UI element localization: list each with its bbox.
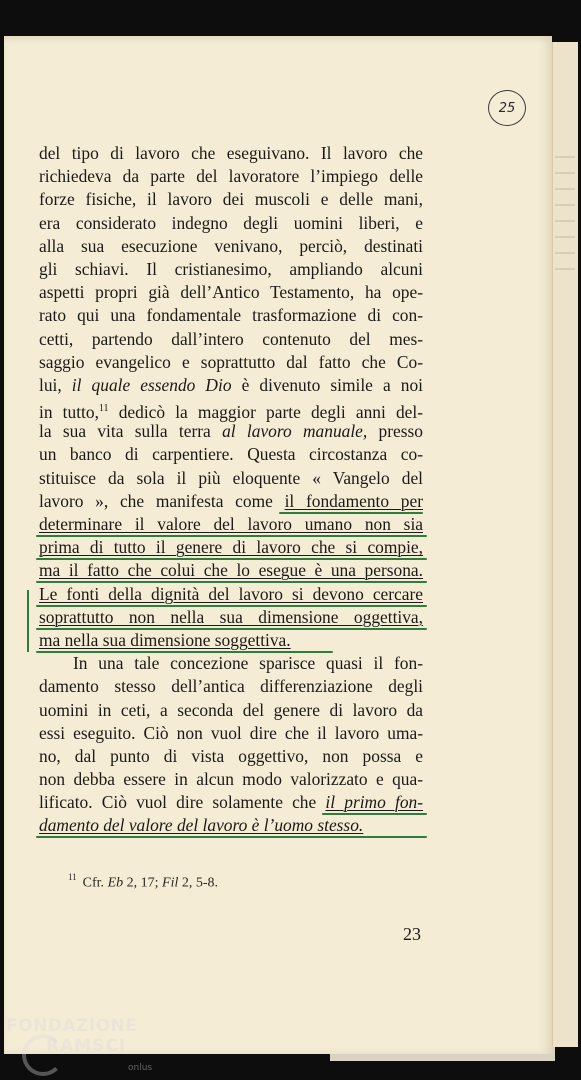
text-line xyxy=(39,791,423,814)
text-line xyxy=(39,606,423,629)
underlined-segment: soprattutto non nella sua dimensione oggettiva, xyxy=(39,606,423,627)
watermark-line: onlus xyxy=(128,1063,153,1073)
text-line: del tipo di lavoro che eseguivano. Il lavoro che xyxy=(39,143,423,163)
footnote-marker: 11 xyxy=(68,872,77,882)
watermark xyxy=(6,1016,153,1073)
text-segment: è divenuto simile a noi xyxy=(231,374,423,395)
text-line: alla sua esecuzione venivano, perciò, destinati xyxy=(39,235,423,256)
footnote xyxy=(68,873,218,892)
footnote-text: Cfr. xyxy=(82,875,108,891)
text-line: essi eseguito. Ciò non vuol dire che il lavoro uma- xyxy=(39,722,423,743)
text-segment: la sua vita sulla terra xyxy=(39,421,223,442)
underlined-segment: determinare il valore del lavoro umano non sia xyxy=(39,514,423,534)
text-line: stituisce da sola il più eloquente « Vangelo del xyxy=(39,467,423,488)
italic-underlined-segment: il primo fon- xyxy=(325,792,424,813)
underlined-segment: prima di tutto il genere di lavoro che si compie, xyxy=(39,537,423,558)
text-line: richiedeva da parte del lavoratore l’impiego delle xyxy=(39,166,423,187)
text-line xyxy=(39,513,423,536)
text-line: saggio evangelico e soprattutto dal fatto che Co- xyxy=(39,351,423,372)
text-segment: in tutto, xyxy=(39,401,99,422)
underlined-segment: Le fonti della dignità del lavoro si devono cercare xyxy=(39,583,423,604)
text-line: era considerato indegno degli uomini liberi, e xyxy=(39,212,423,233)
text-line: rato qui una fondamentale trasformazione di con- xyxy=(39,305,423,326)
text-line: gli schiavi. Il cristianesimo, ampliando alcuni xyxy=(39,258,423,279)
text-line: cetti, partendo dall’intero contenuto del mes- xyxy=(39,328,423,349)
underlined-segment: ma nella sua dimensione soggettiva. xyxy=(39,629,291,650)
italic-segment: al lavoro manuale, xyxy=(222,421,368,442)
text-segment: dedicò la maggior parte degli anni del- xyxy=(108,401,423,422)
green-underline xyxy=(36,651,333,653)
text-line xyxy=(39,814,423,837)
text-line xyxy=(39,536,423,559)
text-line: forze fisiche, il lavoro dei muscoli e delle mani, xyxy=(39,189,423,210)
text-segment: lui, xyxy=(39,374,72,395)
text-segment: lificato. Ciò vuol dire solamente che xyxy=(39,792,326,813)
watermark-line: FONDAZIONE xyxy=(6,1016,138,1036)
watermark-line: RAMSCI xyxy=(46,1036,127,1056)
footnote-italic: Eb xyxy=(107,875,124,891)
footnote-text: 2, 5-8. xyxy=(178,875,219,891)
text-line: un banco di carpentiere. Questa circostanza co- xyxy=(39,444,423,465)
italic-underlined-segment: damento del valore del lavoro è l’uomo stesso. xyxy=(39,815,364,836)
text-line xyxy=(39,559,423,582)
text-line xyxy=(39,583,423,606)
text-segment: presso xyxy=(367,421,423,442)
next-page-edge xyxy=(552,42,578,1047)
footnote-text: 2, 17; xyxy=(123,875,163,891)
italic-segment: il quale essendo Dio xyxy=(71,374,232,395)
body-text xyxy=(39,142,423,838)
footnote-reference: 11 xyxy=(98,403,109,415)
handwritten-page-number xyxy=(488,90,526,126)
text-line xyxy=(39,490,423,513)
text-line: non debba essere in alcun modo valorizzato e qua- xyxy=(39,769,423,790)
text-line: no, dal punto di vista oggettivo, non possa e xyxy=(39,745,423,766)
text-line: In una tale concezione sparisce quasi il fon- xyxy=(73,653,423,674)
text-line xyxy=(39,629,423,652)
page-number: 23 xyxy=(403,924,421,944)
text-line: uomini in ceti, a seconda del genere di lavoro da xyxy=(39,699,423,720)
underlined-segment: ma il fatto che colui che lo esegue è una persona. xyxy=(39,560,423,581)
text-line xyxy=(39,420,423,443)
text-segment: lavoro », che manifesta come xyxy=(39,490,285,511)
underlined-segment: il fondamento per xyxy=(284,490,423,511)
text-line xyxy=(39,374,423,397)
margin-highlight-mark xyxy=(27,590,29,652)
text-line xyxy=(39,397,423,420)
footnote-italic: Fil xyxy=(162,875,179,891)
text-line: aspetti propri già dell’Antico Testamento, ha ope- xyxy=(39,282,423,303)
text-line: damento stesso dell’antica differenziazione degli xyxy=(39,676,423,697)
handwritten-page-number-text: 25 xyxy=(498,100,516,116)
